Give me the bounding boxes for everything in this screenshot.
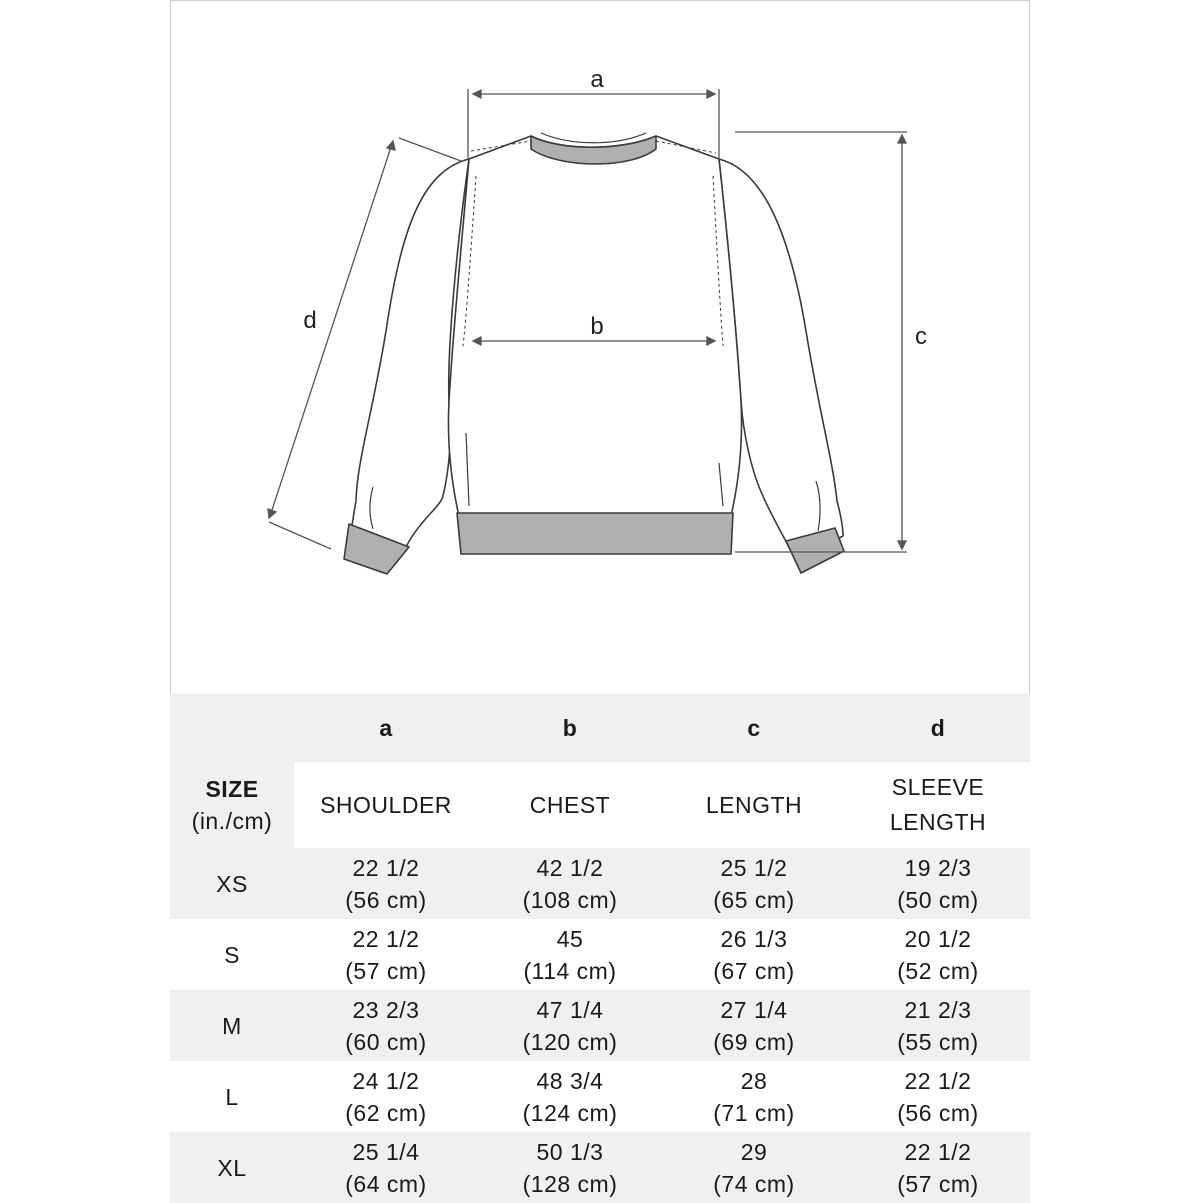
size-rows <box>170 848 1030 1203</box>
measurement-cm: (71 cm) <box>713 1099 795 1126</box>
measurement-cm: (52 cm) <box>897 957 979 984</box>
measurement-inches: 27 1/4 <box>720 996 788 1023</box>
table-row <box>170 990 1030 1061</box>
letter-d: d <box>846 694 1030 762</box>
measurement-cell <box>846 1061 1030 1132</box>
column-chest: CHEST <box>478 762 662 848</box>
letter-b: b <box>478 694 662 762</box>
column-length: LENGTH <box>662 762 846 848</box>
measurement-cm: (60 cm) <box>345 1028 427 1055</box>
measurement-cell <box>662 919 846 990</box>
measurement-cell <box>478 1132 662 1203</box>
table-row <box>170 1061 1030 1132</box>
measurement-cell <box>846 1132 1030 1203</box>
measurement-cell <box>478 919 662 990</box>
measurement-inches: 20 1/2 <box>904 925 972 952</box>
measurement-inches: 26 1/3 <box>720 925 788 952</box>
measurement-cm: (62 cm) <box>345 1099 427 1126</box>
measurement-inches: 22 1/2 <box>352 925 420 952</box>
measurement-inches: 19 2/3 <box>904 854 972 881</box>
letter-header-blank <box>170 694 294 762</box>
measurement-cell <box>662 990 846 1061</box>
sweatshirt-diagram <box>171 1 1031 695</box>
measurement-cell <box>478 990 662 1061</box>
measurement-cm: (50 cm) <box>897 886 979 913</box>
size-header-unit: (in./cm) <box>191 808 273 834</box>
size-label: L <box>225 1083 239 1110</box>
measurement-inches: 22 1/2 <box>904 1138 972 1165</box>
sweatshirt-diagram-panel <box>170 0 1030 694</box>
size-column-header <box>170 762 294 848</box>
measurement-inches: 22 1/2 <box>352 854 420 881</box>
measurement-cell <box>662 1132 846 1203</box>
table-row <box>170 848 1030 919</box>
measurement-inches: 25 1/2 <box>720 854 788 881</box>
measurement-cm: (114 cm) <box>523 957 617 984</box>
dimension-d-label: d <box>303 307 317 334</box>
column-sleeve-length <box>846 762 1030 848</box>
measurement-cm: (124 cm) <box>522 1099 618 1126</box>
measurement-inches: 47 1/4 <box>536 996 604 1023</box>
measurement-cell <box>294 1061 478 1132</box>
measurement-cm: (128 cm) <box>522 1170 618 1197</box>
left-sleeve <box>349 159 469 547</box>
measurement-inches: 22 1/2 <box>904 1067 972 1094</box>
measurement-cell <box>478 848 662 919</box>
dimension-c-label: c <box>915 323 927 350</box>
letter-c: c <box>662 694 846 762</box>
letter-header-row <box>170 694 1030 762</box>
measurement-inches: 24 1/2 <box>352 1067 420 1094</box>
measurement-inches: 29 <box>740 1138 768 1165</box>
dimension-a-label: a <box>590 66 604 93</box>
measurement-cm: (108 cm) <box>522 886 618 913</box>
measurement-cm: (56 cm) <box>345 886 427 913</box>
measurement-cm: (65 cm) <box>713 886 795 913</box>
measurement-inches: 45 <box>556 925 584 952</box>
size-label: XS <box>170 848 294 919</box>
measurement-cm: (69 cm) <box>713 1028 795 1055</box>
measurement-inches: 50 1/3 <box>536 1138 604 1165</box>
measurement-inches: 21 2/3 <box>904 996 972 1023</box>
measurement-inches: 25 1/4 <box>352 1138 420 1165</box>
column-sleeve-line-2: LENGTH <box>889 809 987 835</box>
size-chart-table <box>170 694 1030 1203</box>
column-sleeve-line-1: SLEEVE <box>891 774 985 800</box>
measurement-inches: 23 2/3 <box>352 996 420 1023</box>
measurement-cm: (74 cm) <box>713 1170 795 1197</box>
measurement-cell <box>294 848 478 919</box>
measurement-cm: (120 cm) <box>522 1028 618 1055</box>
letter-a: a <box>294 694 478 762</box>
measurement-cell <box>294 990 478 1061</box>
measurement-cell <box>846 848 1030 919</box>
size-label: XL <box>170 1132 294 1203</box>
table-row <box>170 1132 1030 1203</box>
size-header-title: SIZE <box>205 776 259 802</box>
measurement-cm: (55 cm) <box>897 1028 979 1055</box>
table-row <box>170 919 1030 990</box>
measurement-inches: 42 1/2 <box>536 854 604 881</box>
measurement-cm: (56 cm) <box>897 1099 979 1126</box>
measurement-cell <box>662 1061 846 1132</box>
column-label-row <box>170 762 1030 848</box>
measurement-cell <box>662 848 846 919</box>
hem-rib <box>457 513 733 554</box>
measurement-cm: (67 cm) <box>713 957 795 984</box>
measurement-cell <box>846 919 1030 990</box>
measurement-cell <box>846 990 1030 1061</box>
measurement-cell <box>294 1132 478 1203</box>
measurement-inches: 28 <box>740 1067 768 1094</box>
measurement-cm: (64 cm) <box>345 1170 427 1197</box>
measurement-cell <box>478 1061 662 1132</box>
column-shoulder: SHOULDER <box>294 762 478 848</box>
measurement-cm: (57 cm) <box>897 1170 979 1197</box>
measurement-inches: 48 3/4 <box>536 1067 604 1094</box>
size-label: M <box>170 990 294 1061</box>
measurement-cell <box>294 919 478 990</box>
dimension-b-label: b <box>590 313 604 340</box>
size-label: S <box>224 941 240 968</box>
measurement-cm: (57 cm) <box>345 957 427 984</box>
